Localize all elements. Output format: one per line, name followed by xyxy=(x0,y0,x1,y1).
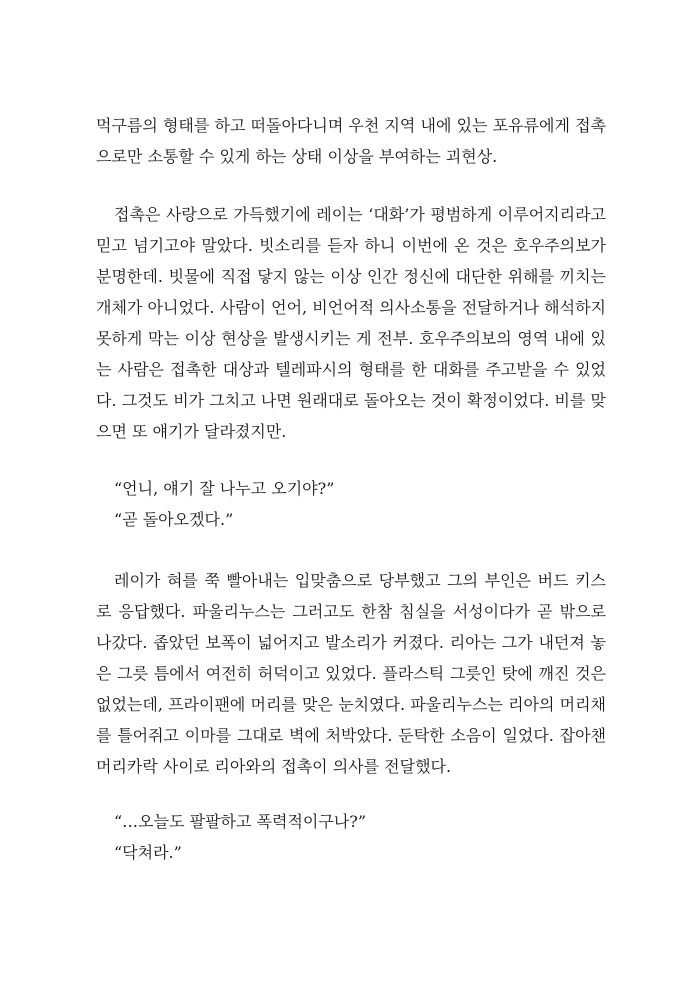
dialogue-line: “언니, 얘기 잘 나누고 오기야?” xyxy=(114,479,335,498)
paragraph-text: 접촉은 사랑으로 가득했기에 레이는 ‘대화’가 평범하게 이루어지리라고 믿고 넘기고야 말았다. 빗소리를 듣자 하니 이번에 온 것은 호우주의보가 분명한데. 빗물에 직접 닿지 않는 이상 인간 정신에 대단한 위해를 끼치는 개체가 아니었다. 사람이 언어, 비언어적 의사소통을 전달하거나 해석하지 못하게 막는 이상 현상을 발생시키는 게 전부. 호우주의보의 영역 내에 있는 사람은 접촉한 대상과 텔레파시의 형태를 한 대화를 주고받을 수 있었다. 그것도 비가 그치고 나면 원래대로 돌아오는 것이 확정이었다. 비를 맞으면 또 얘기가 달라졌지만. xyxy=(96,205,606,441)
paragraph-text: 먹구름의 형태를 하고 떠돌아다니며 우천 지역 내에 있는 포유류에게 접촉으로만 소통할 수 있게 하는 상태 이상을 부여하는 괴현상. xyxy=(96,116,606,166)
dialogue xyxy=(96,806,606,868)
paragraph-text: 레이가 혀를 쭉 빨아내는 입맞춤으로 당부했고 그의 부인은 버드 키스로 응답했다. 파울리누스는 그러고도 한참 침실을 서성이다가 곧 밖으로 나갔다. 좁았던 보폭이 넓어지고 발소리가 커졌다. 리아는 그가 내던져 놓은 그릇 틈에서 여전히 허덕이고 있었다. 플라스틱 그릇인 탓에 깨진 것은 없었는데, 프라이팬에 머리를 맞은 눈치였다. 파울리누스는 리아의 머리채를 틀어쥐고 이마를 그대로 벽에 처박았다. 둔탁한 소음이 일었다. 잡아챈 머리카락 사이로 리아와의 접촉이 의사를 전달했다. xyxy=(96,571,606,776)
dialogue-line: “곧 돌아오겠다.” xyxy=(114,510,234,529)
dialogue-line: “…오늘도 팔팔하고 폭력적이구나?” xyxy=(114,812,367,831)
paragraph-contact xyxy=(96,199,606,447)
paragraph-scene xyxy=(96,565,606,782)
dialogue-block-1 xyxy=(96,473,606,535)
dialogue-line: “닥쳐라.” xyxy=(114,843,182,862)
dialogue-block-2 xyxy=(96,806,606,868)
dialogue xyxy=(96,473,606,535)
paragraph-definition xyxy=(96,110,606,172)
